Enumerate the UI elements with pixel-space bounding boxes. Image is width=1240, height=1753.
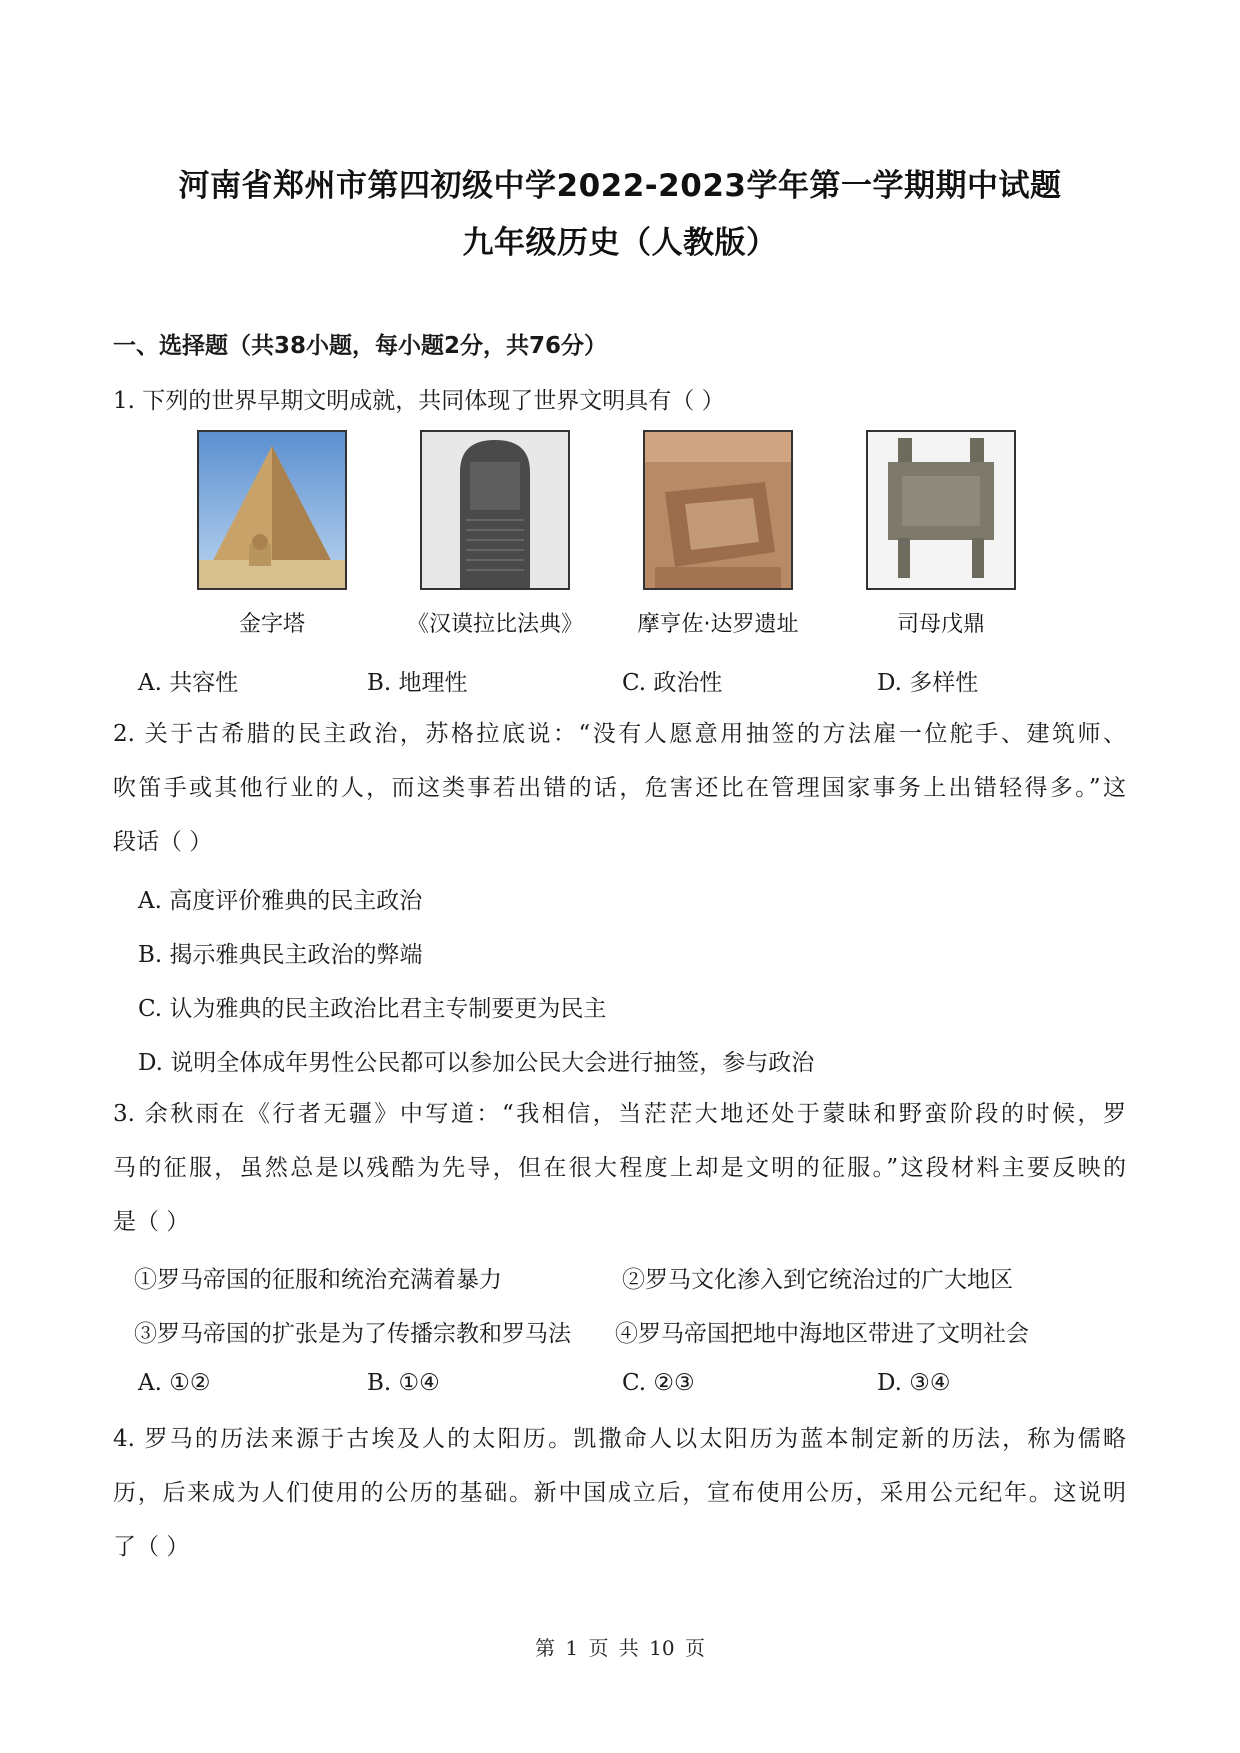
q3-option-d: D. ③④ — [877, 1370, 951, 1396]
q2-option-d: D. 说明全体成年男性公民都可以参加公民大会进行抽签，参与政治 — [138, 1050, 815, 1076]
caption-pyramid: 金字塔 — [238, 612, 305, 637]
question-1-stem: 1. 下列的世界早期文明成就，共同体现了世界文明具有（ ） — [113, 388, 725, 414]
pyramid-image — [197, 430, 347, 590]
q3-option-a: A. ①② — [138, 1370, 211, 1396]
simuwu-ding-image — [866, 430, 1016, 590]
question-4-line-2: 历，后来成为人们使用的公历的基础。新中国成立后，宣布使用公历，采用公元纪年。这说明 — [113, 1480, 1126, 1506]
question-3-line-2: 马的征服，虽然总是以残酷为先导，但在很大程度上却是文明的征服。”这段材料主要反映的 — [113, 1155, 1126, 1181]
question-3-line-3: 是（ ） — [113, 1209, 190, 1235]
q3-option-b: B. ①④ — [367, 1370, 440, 1396]
mohenjo-daro-image — [643, 430, 793, 590]
q3-statement-4: ④罗马帝国把地中海地区带进了文明社会 — [615, 1321, 1029, 1347]
q1-option-b: B. 地理性 — [367, 670, 468, 696]
q2-option-a: A. 高度评价雅典的民主政治 — [138, 888, 423, 914]
caption-hammurabi: 《汉谟拉比法典》 — [406, 612, 583, 637]
q3-option-c: C. ②③ — [622, 1370, 695, 1396]
section-heading: 一、选择题（共38小题，每小题2分，共76分） — [113, 333, 608, 359]
q3-statement-3: ③罗马帝国的扩张是为了传播宗教和罗马法 — [134, 1321, 571, 1347]
caption-ding: 司母戊鼎 — [896, 612, 985, 637]
caption-mohenjo-daro: 摩亨佐·达罗遗址 — [637, 612, 799, 637]
code-of-hammurabi-image — [420, 430, 570, 590]
q3-statement-2: ②罗马文化渗入到它统治过的广大地区 — [622, 1267, 1013, 1293]
q1-option-d: D. 多样性 — [877, 670, 979, 696]
question-3-line-1: 3. 余秋雨在《行者无疆》中写道：“我相信，当茫茫大地还处于蒙昧和野蛮阶段的时候，罗 — [113, 1101, 1126, 1127]
question-4-line-1: 4. 罗马的历法来源于古埃及人的太阳历。凯撒命人以太阳历为蓝本制定新的历法，称为儒略 — [113, 1426, 1126, 1452]
question-2-line-2: 吹笛手或其他行业的人，而这类事若出错的话，危害还比在管理国家事务上出错轻得多。”这 — [113, 775, 1126, 801]
q2-option-b: B. 揭示雅典民主政治的弊端 — [138, 942, 423, 968]
q2-option-c: C. 认为雅典的民主政治比君主专制要更为民主 — [138, 996, 607, 1022]
exam-subtitle: 九年级历史（人教版） — [462, 225, 778, 261]
question-2-line-3: 段话（ ） — [113, 829, 213, 855]
q1-option-c: C. 政治性 — [622, 670, 723, 696]
question-4-line-3: 了（ ） — [113, 1534, 190, 1560]
q1-option-a: A. 共容性 — [138, 670, 239, 696]
page-footer: 第 1 页 共 10 页 — [535, 1636, 705, 1660]
exam-title: 河南省郑州市第四初级中学2022-2023学年第一学期期中试题 — [178, 168, 1062, 204]
q3-statement-1: ①罗马帝国的征服和统治充满着暴力 — [134, 1267, 502, 1293]
question-2-line-1: 2. 关于古希腊的民主政治，苏格拉底说：“没有人愿意用抽签的方法雇一位舵手、建筑师、 — [113, 721, 1126, 747]
